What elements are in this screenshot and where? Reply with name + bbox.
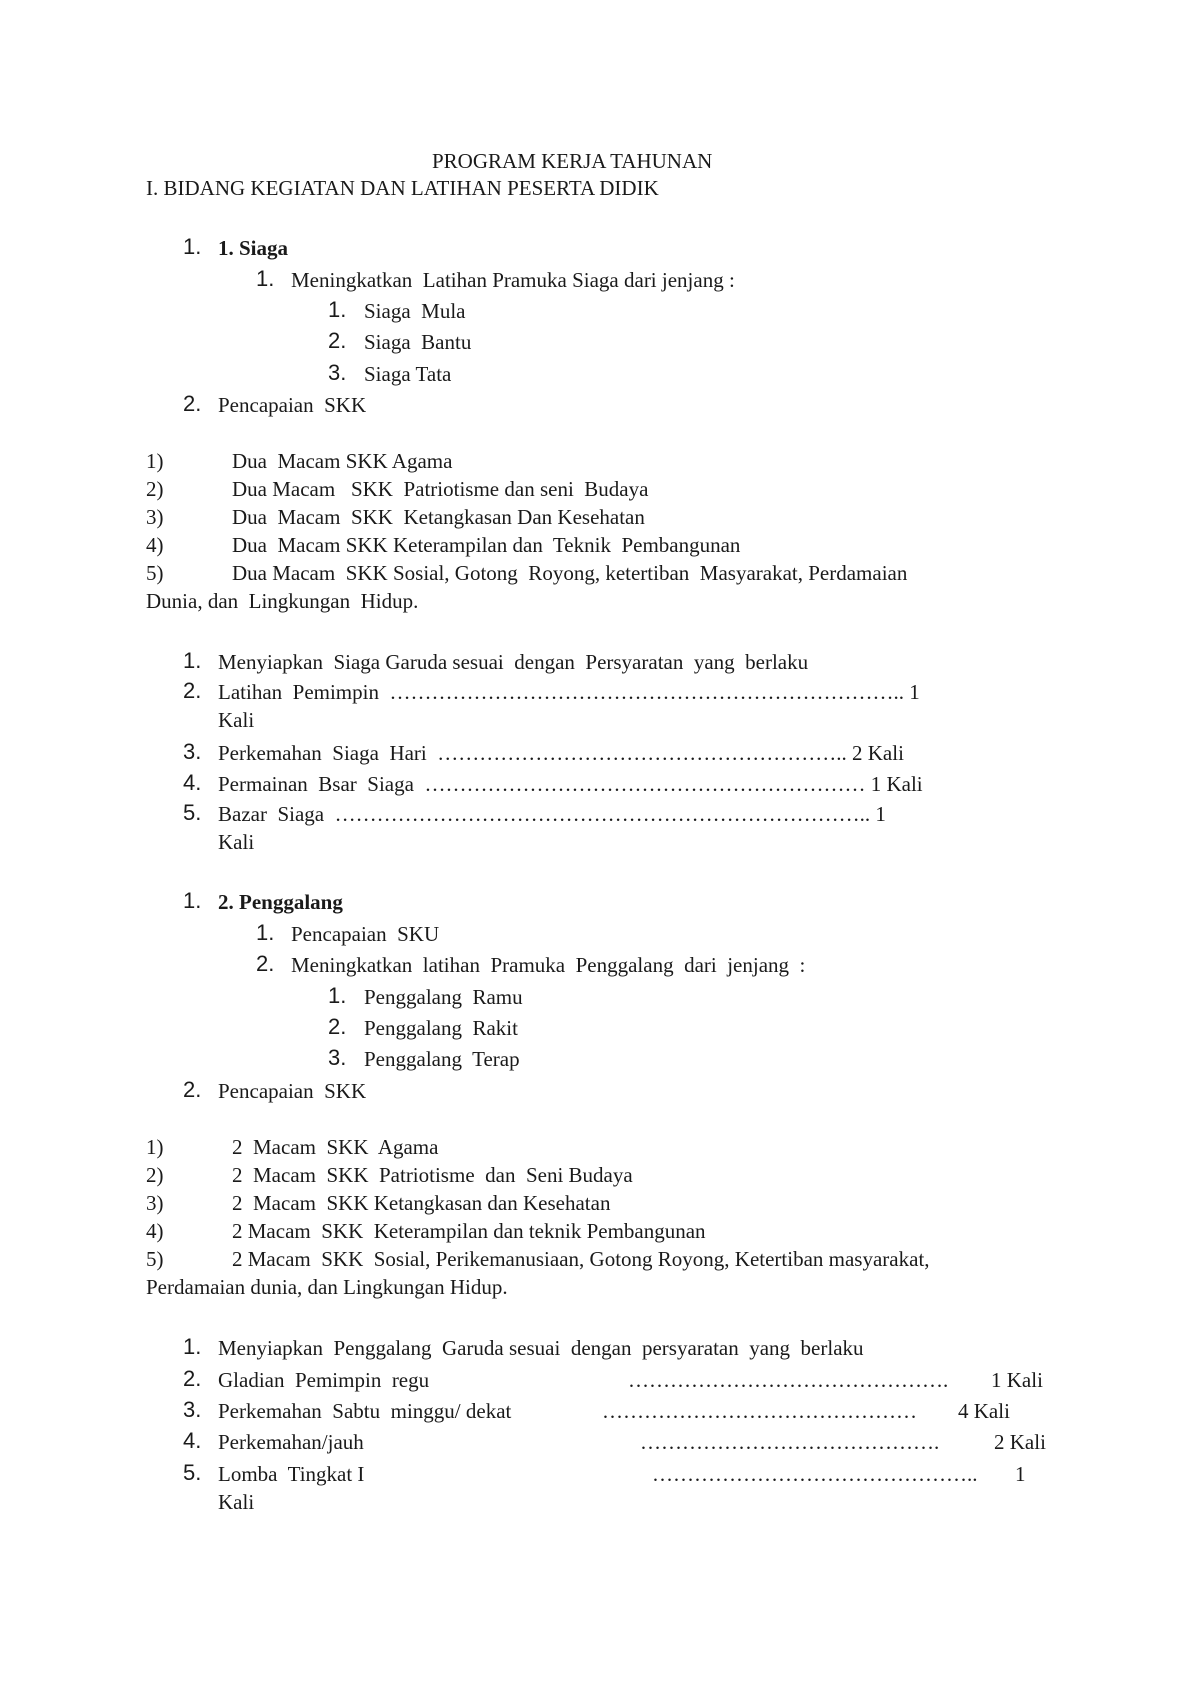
activity-frequency: 4 Kali <box>958 1399 1010 1423</box>
list-marker: 1. <box>183 234 202 259</box>
skk-marker: 3) <box>146 1191 164 1215</box>
activity-item: Latihan Pemimpin ……………………………………………………………….. 1 <box>218 680 920 704</box>
list-marker: 2. <box>183 1077 202 1102</box>
activity-item: Perkemahan Siaga Hari ………………………………………………….. 2 Kali <box>218 741 904 765</box>
skk-marker: 4) <box>146 1219 164 1243</box>
siaga-skk-heading: Pencapaian SKK <box>218 393 367 417</box>
list-marker: 1. <box>183 648 202 673</box>
skk-item: Dua Macam SKK Sosial, Gotong Royong, ketertiban Masyarakat, Perdamaian <box>232 561 908 585</box>
siaga-level: Siaga Mula <box>364 299 466 323</box>
list-marker: 3. <box>328 360 347 385</box>
activity-item: Menyiapkan Siaga Garuda sesuai dengan Persyaratan yang berlaku <box>218 650 809 674</box>
list-marker: 3. <box>183 739 202 764</box>
skk-item: 2 Macam SKK Patriotisme dan Seni Budaya <box>232 1163 633 1187</box>
list-marker: 4. <box>183 770 202 795</box>
list-marker: 1. <box>256 920 275 945</box>
activity-frequency: 1 <box>1015 1462 1026 1486</box>
skk-item: 2 Macam SKK Ketangkasan dan Kesehatan <box>232 1191 611 1215</box>
activity-continuation: Kali <box>218 708 255 732</box>
skk-marker: 1) <box>146 449 164 473</box>
siaga-heading: 1. Siaga <box>218 236 289 260</box>
skk-marker: 3) <box>146 505 164 529</box>
list-marker: 4. <box>183 1428 202 1453</box>
penggalang-level: Penggalang Terap <box>364 1047 520 1071</box>
skk-item: 2 Macam SKK Agama <box>232 1135 439 1159</box>
activity-leader-dots: ……………………………………. <box>640 1430 940 1454</box>
activity-leader-dots: ………………………………………. <box>628 1368 949 1392</box>
penggalang-sub-item: Pencapaian SKU <box>291 922 440 946</box>
skk-marker: 4) <box>146 533 164 557</box>
activity-leader-dots: ……………………………………….. <box>652 1462 978 1486</box>
skk-item: 2 Macam SKK Sosial, Perikemanusiaan, Gotong Royong, Ketertiban masyarakat, <box>232 1247 930 1271</box>
document-title: PROGRAM KERJA TAHUNAN <box>432 149 713 173</box>
skk-item-continuation: Perdamaian dunia, dan Lingkungan Hidup. <box>146 1275 508 1299</box>
activity-label: Perkemahan/jauh <box>218 1430 364 1454</box>
activity-item: Bazar Siaga ………………………………………………………………….. 1 <box>218 802 886 826</box>
skk-marker: 5) <box>146 1247 164 1271</box>
activity-frequency: 2 Kali <box>994 1430 1046 1454</box>
list-marker: 3. <box>183 1397 202 1422</box>
list-marker: 1. <box>328 983 347 1008</box>
siaga-sub-item: Meningkatkan Latihan Pramuka Siaga dari jenjang : <box>291 268 735 292</box>
activity-leader-dots: ……………………………………… <box>602 1399 917 1423</box>
skk-marker: 2) <box>146 477 164 501</box>
penggalang-heading: 2. Penggalang <box>218 890 343 914</box>
penggalang-sub-item: Meningkatkan latihan Pramuka Penggalang dari jenjang : <box>291 953 806 977</box>
penggalang-level: Penggalang Rakit <box>364 1016 518 1040</box>
skk-item: Dua Macam SKK Keterampilan dan Teknik Pembangunan <box>232 533 741 557</box>
list-marker: 1. <box>256 266 275 291</box>
skk-item: Dua Macam SKK Ketangkasan Dan Kesehatan <box>232 505 645 529</box>
list-marker: 1. <box>183 1334 202 1359</box>
skk-marker: 1) <box>146 1135 164 1159</box>
siaga-level: Siaga Bantu <box>364 330 472 354</box>
list-marker: 2. <box>183 1366 202 1391</box>
list-marker: 2. <box>256 951 275 976</box>
skk-item: Dua Macam SKK Agama <box>232 449 453 473</box>
section-heading: I. BIDANG KEGIATAN DAN LATIHAN PESERTA DIDIK <box>146 176 659 200</box>
penggalang-level: Penggalang Ramu <box>364 985 523 1009</box>
list-marker: 3. <box>328 1045 347 1070</box>
list-marker: 5. <box>183 1460 202 1485</box>
siaga-level: Siaga Tata <box>364 362 452 386</box>
list-marker: 2. <box>183 678 202 703</box>
skk-item: 2 Macam SKK Keterampilan dan teknik Pembangunan <box>232 1219 706 1243</box>
activity-continuation: Kali <box>218 1490 255 1514</box>
skk-marker: 2) <box>146 1163 164 1187</box>
skk-marker: 5) <box>146 561 164 585</box>
penggalang-skk-heading: Pencapaian SKK <box>218 1079 367 1103</box>
list-marker: 5. <box>183 800 202 825</box>
activity-label: Gladian Pemimpin regu <box>218 1368 430 1392</box>
activity-label: Lomba Tingkat I <box>218 1462 365 1486</box>
activity-frequency: 1 Kali <box>991 1368 1043 1392</box>
list-marker: 1. <box>183 888 202 913</box>
list-marker: 2. <box>328 1014 347 1039</box>
list-marker: 2. <box>183 391 202 416</box>
activity-continuation: Kali <box>218 830 255 854</box>
skk-item-continuation: Dunia, dan Lingkungan Hidup. <box>146 589 419 613</box>
skk-item: Dua Macam SKK Patriotisme dan seni Budaya <box>232 477 649 501</box>
list-marker: 1. <box>328 297 347 322</box>
activity-label: Perkemahan Sabtu minggu/ dekat <box>218 1399 512 1423</box>
list-marker: 2. <box>328 328 347 353</box>
activity-item: Menyiapkan Penggalang Garuda sesuai dengan persyaratan yang berlaku <box>218 1336 864 1360</box>
activity-item: Permainan Bsar Siaga ……………………………………………………… 1 Kali <box>218 772 923 796</box>
